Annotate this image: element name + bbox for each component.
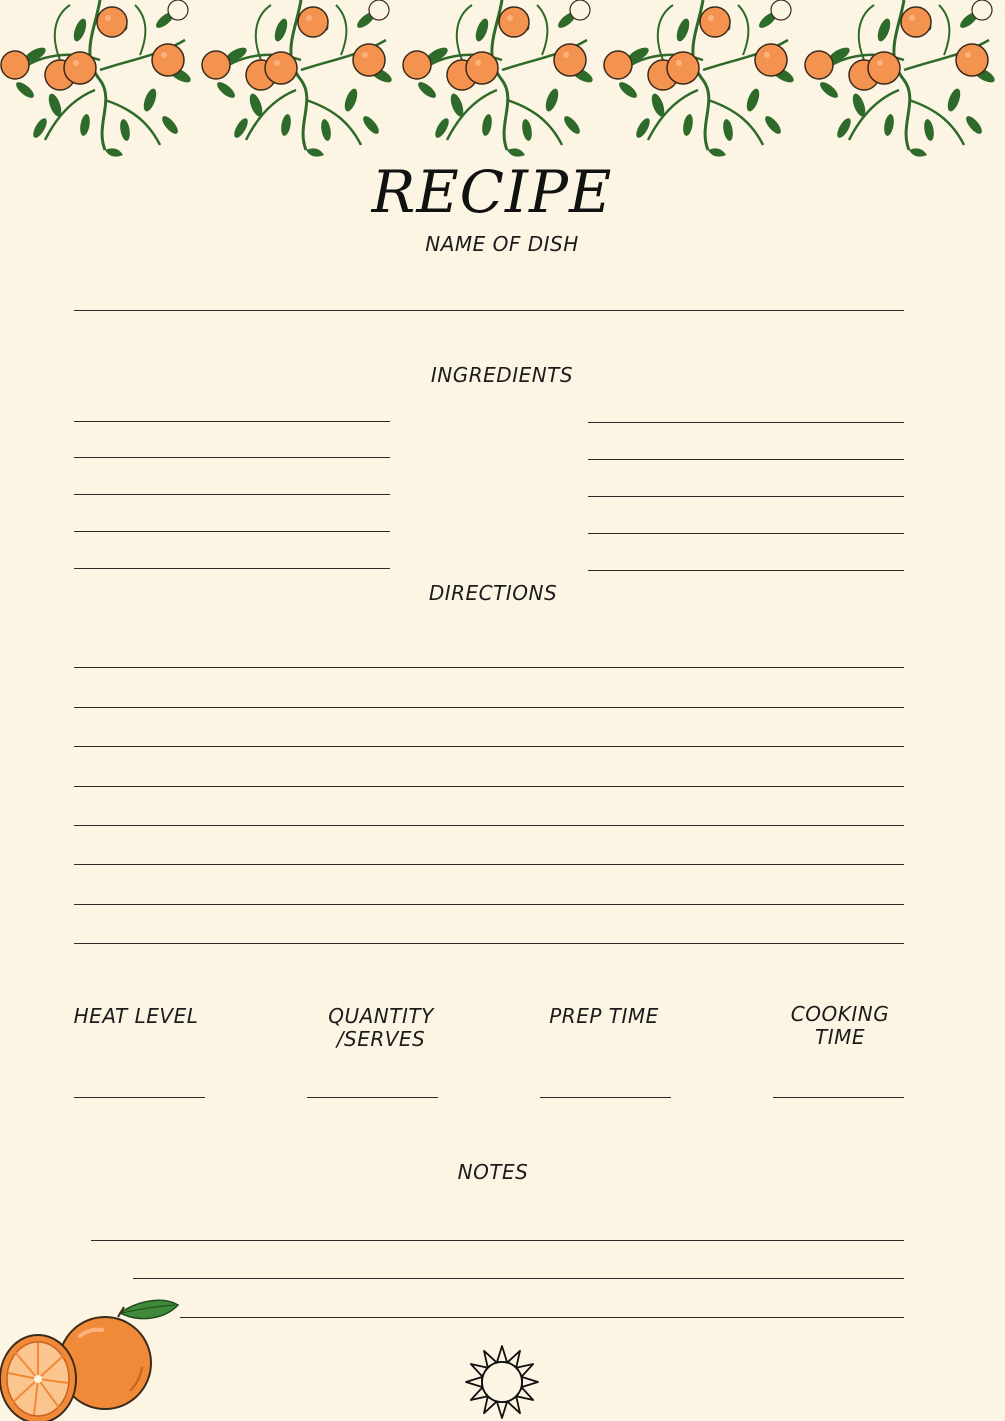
quantity-label-line2: /SERVES (336, 1027, 426, 1051)
ingredient-line[interactable] (74, 457, 390, 458)
quantity-serves-label (328, 1005, 434, 1051)
heat-level-label: HEAT LEVEL (73, 1004, 199, 1028)
sun-icon (464, 1344, 540, 1420)
direction-line[interactable] (74, 904, 904, 905)
ingredient-line[interactable] (74, 494, 390, 495)
cooking-time-line[interactable] (773, 1097, 904, 1098)
prep-time-label: PREP TIME (549, 1004, 659, 1028)
cooking-label-line1: COOKING (790, 1002, 890, 1026)
direction-line[interactable] (74, 707, 904, 708)
cooking-time-label (791, 1003, 889, 1049)
quantity-line[interactable] (307, 1097, 438, 1098)
notes-label: NOTES (457, 1160, 529, 1184)
orange-branch-border (0, 0, 1005, 165)
page-title: RECIPE (371, 158, 613, 226)
name-of-dish-line[interactable] (74, 310, 904, 311)
ingredient-line[interactable] (588, 459, 904, 460)
direction-line[interactable] (74, 825, 904, 826)
direction-line[interactable] (74, 746, 904, 747)
name-of-dish-label: NAME OF DISH (425, 232, 579, 256)
ingredient-line[interactable] (588, 533, 904, 534)
cooking-label-line2: TIME (814, 1025, 866, 1049)
notes-line[interactable] (133, 1278, 904, 1279)
prep-time-line[interactable] (540, 1097, 671, 1098)
ingredient-line[interactable] (74, 421, 390, 422)
orange-fruit-illustration (0, 1291, 190, 1421)
ingredients-label: INGREDIENTS (430, 363, 574, 387)
ingredient-line[interactable] (74, 531, 390, 532)
direction-line[interactable] (74, 667, 904, 668)
notes-line[interactable] (180, 1317, 904, 1318)
ingredient-line[interactable] (74, 568, 390, 569)
heat-level-line[interactable] (74, 1097, 205, 1098)
quantity-label-line1: QUANTITY (328, 1004, 434, 1028)
directions-label: DIRECTIONS (428, 581, 558, 605)
ingredient-line[interactable] (588, 570, 904, 571)
ingredient-line[interactable] (588, 422, 904, 423)
direction-line[interactable] (74, 864, 904, 865)
direction-line[interactable] (74, 943, 904, 944)
direction-line[interactable] (74, 786, 904, 787)
notes-line[interactable] (91, 1240, 904, 1241)
ingredient-line[interactable] (588, 496, 904, 497)
